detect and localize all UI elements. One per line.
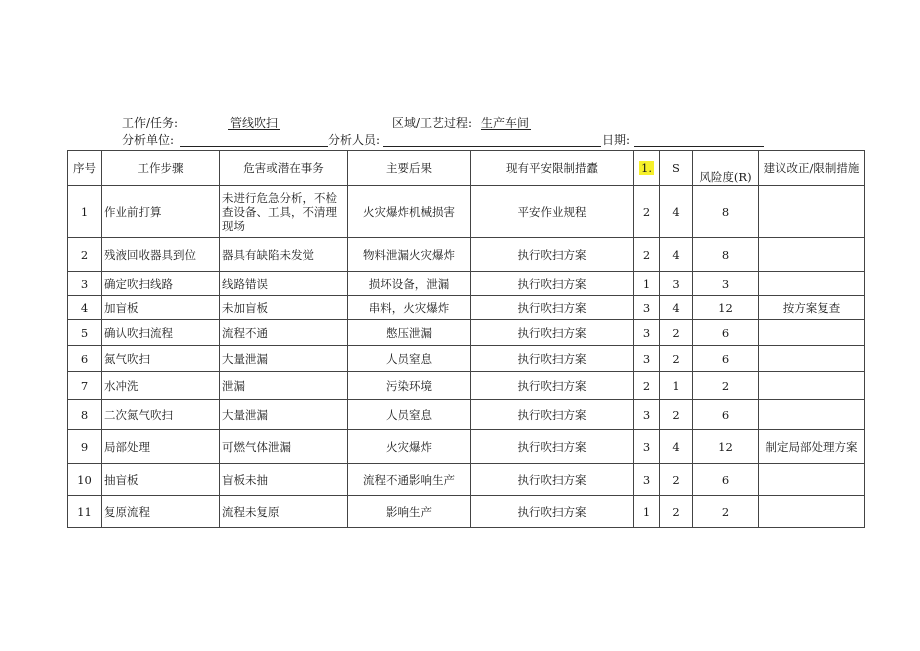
table-row	[68, 296, 865, 320]
cell-l: 3	[634, 430, 660, 464]
cell-consequence: 火灾爆炸机械损害	[348, 186, 471, 238]
header-row	[68, 151, 865, 186]
cell-controls: 平安作业规程	[471, 186, 634, 238]
cell-hazard: 流程未复原	[220, 496, 348, 528]
table-row	[68, 186, 865, 238]
col-header-consequence: 主要后果	[348, 151, 471, 186]
cell-s: 2	[660, 320, 693, 346]
cell-consequence: 污染环境	[348, 372, 471, 400]
cell-r: 12	[693, 430, 759, 464]
cell-consequence: 串料，火灾爆炸	[348, 296, 471, 320]
cell-step: 残液回收器具到位	[102, 238, 220, 272]
cell-step: 水冲洗	[102, 372, 220, 400]
cell-consequence: 火灾爆炸	[348, 430, 471, 464]
cell-no: 11	[68, 496, 102, 528]
cell-l: 3	[634, 320, 660, 346]
cell-s: 2	[660, 496, 693, 528]
task-value: 管线吹扫	[230, 116, 279, 130]
risk-analysis-table	[67, 150, 865, 528]
col-header-hazard: 危害或潜在事务	[220, 151, 348, 186]
cell-l: 3	[634, 464, 660, 496]
cell-suggest: 按方案复查	[759, 296, 865, 320]
cell-hazard: 大量泄漏	[220, 400, 348, 430]
cell-no: 8	[68, 400, 102, 430]
cell-hazard: 流程不通	[220, 320, 348, 346]
cell-step: 确认吹扫流程	[102, 320, 220, 346]
cell-step: 氮气吹扫	[102, 346, 220, 372]
cell-consequence: 物料泄漏火灾爆炸	[348, 238, 471, 272]
cell-no: 10	[68, 464, 102, 496]
table-row	[68, 346, 865, 372]
cell-hazard: 大量泄漏	[220, 346, 348, 372]
cell-suggest	[759, 464, 865, 496]
cell-s: 3	[660, 272, 693, 296]
unit-label: 分析单位:	[122, 133, 175, 147]
col-header-l-text: 1.	[641, 161, 652, 175]
col-header-s: S	[660, 151, 693, 186]
table-row	[68, 372, 865, 400]
cell-s: 4	[660, 186, 693, 238]
cell-step: 局部处理	[102, 430, 220, 464]
cell-hazard: 可燃气体泄漏	[220, 430, 348, 464]
cell-s: 4	[660, 238, 693, 272]
cell-suggest	[759, 372, 865, 400]
table-row	[68, 464, 865, 496]
area-underline	[481, 129, 531, 130]
cell-consequence: 人员窒息	[348, 346, 471, 372]
cell-hazard: 未进行危急分析，不检查设备、工具，不清理现场	[220, 186, 348, 238]
cell-l: 1	[634, 272, 660, 296]
cell-no: 3	[68, 272, 102, 296]
table-row	[68, 238, 865, 272]
cell-l: 2	[634, 238, 660, 272]
cell-s: 4	[660, 296, 693, 320]
cell-no: 7	[68, 372, 102, 400]
cell-consequence: 损坏设备，泄漏	[348, 272, 471, 296]
cell-no: 5	[68, 320, 102, 346]
cell-suggest	[759, 186, 865, 238]
cell-suggest	[759, 400, 865, 430]
cell-l: 3	[634, 346, 660, 372]
area-label: 区域/工艺过程:	[392, 116, 473, 130]
cell-l: 3	[634, 296, 660, 320]
cell-r: 8	[693, 238, 759, 272]
col-header-no: 序号	[68, 151, 102, 186]
cell-controls: 执行吹扫方案	[471, 238, 634, 272]
cell-controls: 执行吹扫方案	[471, 346, 634, 372]
area-value: 生产车间	[481, 116, 530, 130]
task-underline	[228, 129, 280, 130]
cell-l: 3	[634, 400, 660, 430]
cell-consequence: 人员窒息	[348, 400, 471, 430]
cell-s: 2	[660, 346, 693, 372]
col-header-step: 工作步骤	[102, 151, 220, 186]
date-underline	[634, 146, 764, 147]
cell-step: 加盲板	[102, 296, 220, 320]
cell-r: 8	[693, 186, 759, 238]
cell-hazard: 泄漏	[220, 372, 348, 400]
cell-no: 2	[68, 238, 102, 272]
cell-l: 1	[634, 496, 660, 528]
cell-suggest	[759, 346, 865, 372]
cell-r: 6	[693, 400, 759, 430]
cell-step: 复原流程	[102, 496, 220, 528]
cell-suggest	[759, 320, 865, 346]
cell-step: 作业前打算	[102, 186, 220, 238]
cell-controls: 执行吹扫方案	[471, 372, 634, 400]
cell-s: 4	[660, 430, 693, 464]
col-header-controls: 现有平安限制措蠹	[471, 151, 634, 186]
cell-suggest	[759, 238, 865, 272]
cell-controls: 执行吹扫方案	[471, 272, 634, 296]
cell-consequence: 憋压泄漏	[348, 320, 471, 346]
analyst-underline	[383, 146, 601, 147]
cell-r: 6	[693, 320, 759, 346]
table-row	[68, 496, 865, 528]
cell-s: 1	[660, 372, 693, 400]
cell-step: 确定吹扫线路	[102, 272, 220, 296]
cell-controls: 执行吹扫方案	[471, 464, 634, 496]
unit-underline	[180, 146, 328, 147]
table-row	[68, 272, 865, 296]
cell-controls: 执行吹扫方案	[471, 296, 634, 320]
cell-no: 6	[68, 346, 102, 372]
table-row	[68, 400, 865, 430]
cell-l: 2	[634, 186, 660, 238]
cell-hazard: 器具有缺陷未发觉	[220, 238, 348, 272]
cell-step: 二次氮气吹扫	[102, 400, 220, 430]
cell-controls: 执行吹扫方案	[471, 400, 634, 430]
col-header-risk: 风险度(R)	[693, 151, 759, 186]
cell-controls: 执行吹扫方案	[471, 496, 634, 528]
table-row	[68, 320, 865, 346]
cell-suggest: 制定局部处理方案	[759, 430, 865, 464]
cell-r: 6	[693, 464, 759, 496]
cell-controls: 执行吹扫方案	[471, 320, 634, 346]
task-label: 工作/任务:	[122, 116, 179, 130]
cell-suggest	[759, 496, 865, 528]
cell-r: 12	[693, 296, 759, 320]
cell-step: 抽盲板	[102, 464, 220, 496]
table-row	[68, 430, 865, 464]
col-header-l	[634, 151, 660, 186]
cell-hazard: 线路错误	[220, 272, 348, 296]
date-label: 日期:	[602, 133, 631, 147]
analyst-label: 分析人员:	[328, 133, 381, 147]
cell-s: 2	[660, 464, 693, 496]
cell-no: 4	[68, 296, 102, 320]
cell-l: 2	[634, 372, 660, 400]
cell-r: 6	[693, 346, 759, 372]
cell-r: 2	[693, 496, 759, 528]
cell-controls: 执行吹扫方案	[471, 430, 634, 464]
cell-hazard: 未加盲板	[220, 296, 348, 320]
cell-hazard: 盲板未抽	[220, 464, 348, 496]
cell-s: 2	[660, 400, 693, 430]
cell-suggest	[759, 272, 865, 296]
col-header-suggest: 建议改正/限制措施	[759, 151, 865, 186]
cell-r: 3	[693, 272, 759, 296]
cell-consequence: 影响生产	[348, 496, 471, 528]
cell-no: 9	[68, 430, 102, 464]
cell-r: 2	[693, 372, 759, 400]
cell-no: 1	[68, 186, 102, 238]
cell-consequence: 流程不通影响生产	[348, 464, 471, 496]
